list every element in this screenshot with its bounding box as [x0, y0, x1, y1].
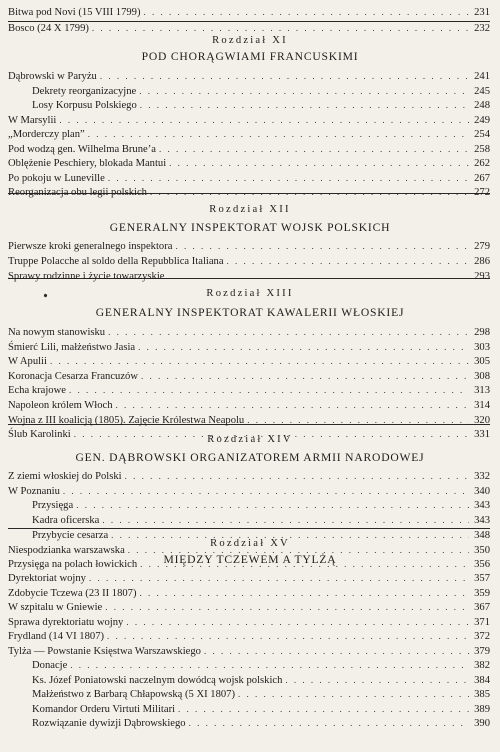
- toc-page-number: 332: [474, 471, 490, 482]
- toc-page-number: 320: [474, 415, 490, 426]
- toc-page-number: 356: [474, 559, 490, 570]
- toc-entry-title: W szpitalu w Gniewie: [8, 602, 103, 613]
- toc-entry: [32, 658, 490, 672]
- toc-page-number: 331: [474, 429, 490, 440]
- dot-leader: [92, 21, 469, 35]
- toc-entry-title: W Marsylii: [8, 115, 57, 126]
- toc-page-number: 293: [474, 271, 490, 282]
- toc-page-number: 385: [474, 689, 490, 700]
- toc-entry-title: Reorganizacja obu legii polskich: [8, 187, 147, 198]
- toc-entry-title: Wojna z III koalicją (1805). Zajęcie Królestwa Neapolu: [8, 415, 245, 426]
- toc-page-number: 245: [474, 86, 490, 97]
- dot-leader: [70, 658, 469, 672]
- dot-leader: [105, 600, 469, 614]
- dot-leader: [227, 254, 469, 268]
- dot-leader: [238, 687, 469, 701]
- toc-entry: [32, 687, 490, 701]
- dot-leader: [88, 127, 469, 141]
- dot-leader: [50, 354, 469, 368]
- toc-page-number: 303: [474, 342, 490, 353]
- toc-entry-title: Donacje: [32, 660, 68, 671]
- toc-entry: [8, 484, 490, 498]
- toc-page-number: 390: [474, 718, 490, 729]
- toc-page-number: 286: [474, 256, 490, 267]
- toc-entry-title: Niespodzianka warszawska: [8, 545, 125, 556]
- toc-entry-title: Zdobycie Tczewa (23 II 1807): [8, 588, 137, 599]
- toc-entry-title: Pierwsze kroki generalnego inspektora: [8, 241, 173, 252]
- toc-entry: [32, 673, 490, 687]
- toc-entry-title: Śmierć Lili, małżeństwo Jasia: [8, 342, 136, 353]
- toc-entry: [8, 413, 490, 427]
- dot-leader: [126, 615, 469, 629]
- toc-entry: [8, 142, 490, 156]
- toc-entry: [8, 269, 490, 283]
- toc-page-number: 267: [474, 173, 490, 184]
- toc-page-number: 279: [474, 241, 490, 252]
- toc-entry: [32, 98, 490, 112]
- toc-entry-title: Echa krajowe: [8, 385, 66, 396]
- toc-entry-title: Na nowym stanowisku: [8, 327, 106, 338]
- toc-entry-title: Ks. Józef Poniatowski naczelnym dowódcą wojsk polskich: [32, 675, 283, 686]
- toc-entry: [8, 383, 490, 397]
- toc-entry: [32, 716, 490, 730]
- dot-leader: [89, 571, 469, 585]
- toc-entry: [8, 644, 490, 658]
- dot-leader: [168, 269, 470, 283]
- toc-entry: [8, 113, 490, 127]
- toc-entry-title: Oblężenie Peschiery, blokada Mantui: [8, 158, 167, 169]
- toc-page-number: 343: [474, 515, 490, 526]
- toc-page-number: 241: [474, 71, 490, 82]
- toc-entry-title: Po pokoju w Luneville: [8, 173, 105, 184]
- chapter-title: GENERALNY INSPEKTORAT WOJSK POLSKICH: [109, 221, 391, 234]
- chapter-label: Rozdział XIII: [206, 288, 294, 299]
- chapter-title: POD CHORĄGWIAMI FRANCUSKIMI: [141, 50, 359, 63]
- toc-entry-title: Bitwa pod Novi (15 VIII 1799): [8, 7, 141, 18]
- toc-entry: [8, 354, 490, 368]
- dot-leader: [63, 484, 469, 498]
- toc-page-number: 372: [474, 631, 490, 642]
- toc-entry-title: Frydland (14 VI 1807): [8, 631, 105, 642]
- toc-entry-title: Sprawa dyrektoriatu wojny: [8, 617, 124, 628]
- chapter-label: Rozdział XII: [209, 204, 291, 215]
- toc-entry: [8, 69, 490, 83]
- toc-page-number: 389: [474, 704, 490, 715]
- toc-entry-title: Dekrety reorganizacyjne: [32, 86, 137, 97]
- dot-leader: [69, 383, 469, 397]
- dot-leader: [178, 702, 469, 716]
- dot-leader: [100, 69, 469, 83]
- toc-entry: [8, 21, 490, 35]
- toc-entry-title: Przybycie cesarza: [32, 530, 109, 541]
- toc-entry-title: Przysięga: [32, 500, 74, 511]
- toc-page-number: 254: [474, 129, 490, 140]
- toc-entry-title: Koronacja Cesarza Francuzów: [8, 371, 139, 382]
- toc-entry-title: Ślub Karolinki: [8, 429, 71, 440]
- dot-leader: [141, 369, 469, 383]
- toc-entry: [8, 156, 490, 170]
- toc-page-number: 272: [474, 187, 490, 198]
- toc-entry-title: Pod wodzą gen. Wilhelma Brune’a: [8, 144, 156, 155]
- dot-leader: [125, 469, 469, 483]
- toc-entry: [8, 615, 490, 629]
- toc-page-number: 350: [474, 545, 490, 556]
- toc-entry: [8, 239, 490, 253]
- toc-page-number: 367: [474, 602, 490, 613]
- toc-entry: [32, 513, 490, 527]
- toc-entry-title: Sprawy rodzinne i życie towarzyskie: [8, 271, 165, 282]
- toc-page-number: 371: [474, 617, 490, 628]
- toc-page-number: 340: [474, 486, 490, 497]
- toc-entry-title: „Morderczy plan”: [8, 129, 85, 140]
- toc-entry: [8, 185, 490, 199]
- toc-page-number: 357: [474, 573, 490, 584]
- toc-entry: [8, 340, 490, 354]
- toc-page-number: 262: [474, 158, 490, 169]
- toc-page-number: 298: [474, 327, 490, 338]
- toc-page-number: 232: [474, 23, 490, 34]
- toc-entry-title: Komandor Orderu Virtuti Militari: [32, 704, 176, 715]
- toc-entry-title: Truppe Polacche al soldo della Repubblica Italiana: [8, 256, 224, 267]
- toc-page-number: 343: [474, 500, 490, 511]
- toc-entry: [32, 702, 490, 716]
- toc-entry-title: Tylża — Powstanie Księstwa Warszawskiego: [8, 646, 201, 657]
- chapter-label: Rozdział XI: [212, 35, 288, 46]
- toc-entry: [8, 171, 490, 185]
- toc-entry-title: Kadra oficerska: [32, 515, 100, 526]
- dot-leader: [102, 513, 469, 527]
- dot-leader: [76, 498, 469, 512]
- toc-entry-title: Rozwiązanie dywizji Dąbrowskiego: [32, 718, 186, 729]
- dot-leader: [144, 5, 469, 19]
- toc-entry: [8, 5, 490, 19]
- toc-entry-title: W Apulii: [8, 356, 47, 367]
- toc-entry-title: Dyrektoriat wojny: [8, 573, 86, 584]
- toc-entry: [8, 586, 490, 600]
- dot-leader: [59, 113, 469, 127]
- toc-page-number: 359: [474, 588, 490, 599]
- dot-leader: [139, 84, 469, 98]
- toc-page-number: 384: [474, 675, 490, 686]
- chapter-label: Rozdział XIV: [207, 434, 293, 445]
- toc-entry: [8, 571, 490, 585]
- dot-leader: [150, 185, 469, 199]
- dot-leader: [189, 716, 469, 730]
- chapter-title: GEN. DĄBROWSKI ORGANIZATOREM ARMII NARODOWEJ: [75, 451, 425, 464]
- toc-page-number: 313: [474, 385, 490, 396]
- dot-leader: [108, 325, 469, 339]
- toc-entry: [32, 498, 490, 512]
- toc-page-number: 248: [474, 100, 490, 111]
- dot-leader: [175, 239, 469, 253]
- toc-entry: [8, 127, 490, 141]
- toc-entry-title: Bosco (24 X 1799): [8, 23, 89, 34]
- toc-entry: [8, 254, 490, 268]
- dot-leader: [285, 673, 469, 687]
- toc-page-number: 231: [474, 7, 490, 18]
- toc-entry: [8, 325, 490, 339]
- toc-entry: [8, 369, 490, 383]
- toc-entry: [8, 629, 490, 643]
- dot-leader: [107, 629, 469, 643]
- toc-page-number: 379: [474, 646, 490, 657]
- dot-leader: [140, 98, 469, 112]
- toc-entry: [32, 84, 490, 98]
- toc-page-number: 249: [474, 115, 490, 126]
- toc-page-number: 382: [474, 660, 490, 671]
- toc-entry-title: Losy Korpusu Polskiego: [32, 100, 137, 111]
- dot-leader: [140, 586, 470, 600]
- toc-entry-title: Napoleon królem Włoch: [8, 400, 113, 411]
- dot-leader: [169, 156, 469, 170]
- toc-page-number: 305: [474, 356, 490, 367]
- toc-entry-title: Z ziemi włoskiej do Polski: [8, 471, 122, 482]
- toc-page-number: 314: [474, 400, 490, 411]
- toc-entry-title: Dąbrowski w Paryżu: [8, 71, 97, 82]
- toc-entry: [8, 469, 490, 483]
- dot-leader: [138, 340, 469, 354]
- chapter-title: MIĘDZY TCZEWEM A TYLŻĄ: [163, 553, 337, 566]
- toc-page-number: 258: [474, 144, 490, 155]
- chapter-label: Rozdział XV: [210, 538, 290, 549]
- dot-leader: [159, 142, 469, 156]
- dot-leader: [204, 644, 469, 658]
- dot-leader: [116, 398, 469, 412]
- toc-entry: [8, 398, 490, 412]
- toc-entry-title: Przysięga na polach łowickich: [8, 559, 138, 570]
- toc-entry: [8, 600, 490, 614]
- toc-page-number: 348: [474, 530, 490, 541]
- toc-entry-title: W Poznaniu: [8, 486, 60, 497]
- dot-leader: [108, 171, 469, 185]
- chapter-title: GENERALNY INSPEKTORAT KAWALERII WŁOSKIEJ: [95, 306, 405, 319]
- toc-page-number: 308: [474, 371, 490, 382]
- dot-leader: [247, 413, 469, 427]
- toc-entry-title: Małżeństwo z Barbarą Chłapowską (5 XI 1807): [32, 689, 235, 700]
